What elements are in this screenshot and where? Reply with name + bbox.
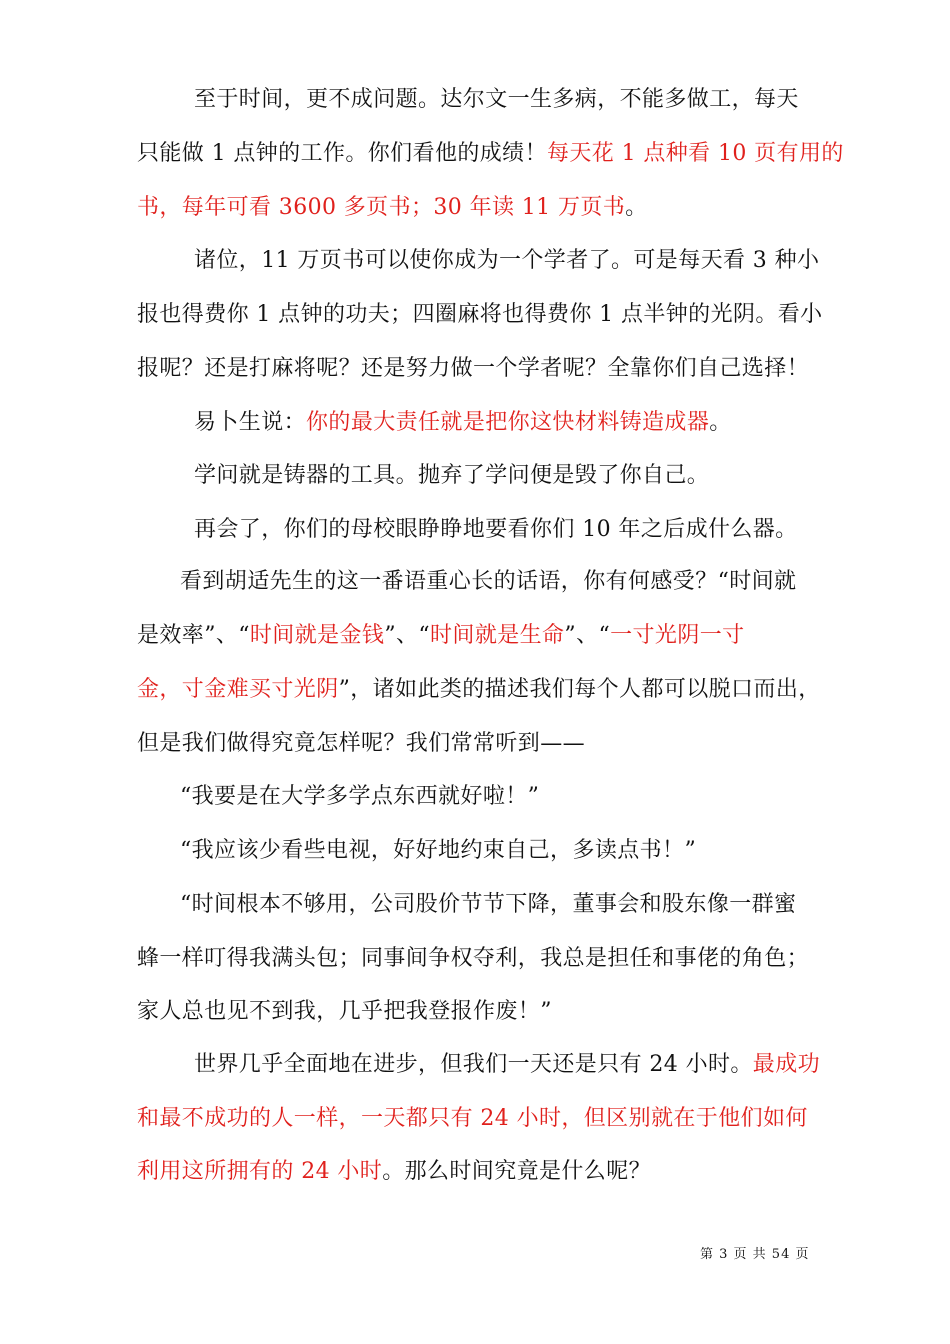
highlighted-text: 书，每年可看 3600 多页书；30 年读 11 万页书 <box>137 195 626 220</box>
text-segment: 诸位，11 万页书可以使你成为一个学者了。可是每天看 3 种小 <box>194 248 820 273</box>
text-segment: 。 <box>709 410 732 435</box>
highlighted-text: 最成功 <box>752 1052 820 1077</box>
text-segment: 。 <box>625 195 648 220</box>
text-segment: ”、“ <box>384 623 431 648</box>
highlighted-text: 和最不成功的人一样，一天都只有 24 小时，但区别就在于他们如何 <box>137 1106 808 1131</box>
text-line <box>137 621 745 651</box>
text-segment: “我要是在大学多学点东西就好啦！” <box>180 784 540 809</box>
highlighted-text: 一寸光阴一寸 <box>610 623 745 648</box>
text-segment: “我应该少看些电视，好好地约束自己，多读点书！” <box>180 838 697 863</box>
text-segment: 报呢？还是打麻将呢？还是努力做一个学者呢？全靠你们自己选择！ <box>137 356 810 381</box>
text-segment: 蜂一样叮得我满头包；同事间争权夺利，我总是担任和事佬的角色； <box>137 946 810 971</box>
text-line <box>137 139 844 169</box>
text-segment: 是效率”、“ <box>137 623 250 648</box>
text-line <box>137 1104 808 1134</box>
text-line <box>137 729 585 759</box>
text-line <box>137 944 809 974</box>
text-segment: 世界几乎全面地在进步，但我们一天还是只有 24 小时。 <box>194 1052 753 1077</box>
text-segment: 看到胡适先生的这一番语重心长的话语，你有何感受？“时间就 <box>180 569 797 594</box>
text-segment: 再会了，你们的母校眼睁睁地要看你们 10 年之后成什么器。 <box>194 517 798 542</box>
text-line <box>194 515 798 545</box>
text-segment: 只能做 1 点钟的工作。你们看他的成绩！ <box>137 141 547 166</box>
text-line <box>137 997 552 1027</box>
text-line <box>137 354 809 384</box>
text-line <box>194 246 819 276</box>
text-line <box>194 85 799 115</box>
text-segment: “时间根本不够用，公司股价节节下降，董事会和股东像一群蜜 <box>180 892 797 917</box>
text-line <box>180 890 796 920</box>
text-segment: 学问就是铸器的工具。抛弃了学问便是毁了你自己。 <box>194 463 710 488</box>
text-line <box>180 567 796 597</box>
text-segment: 。那么时间究竟是什么呢？ <box>382 1159 651 1184</box>
text-line <box>180 782 539 812</box>
text-line <box>137 300 823 330</box>
text-segment: ”、“ <box>564 623 611 648</box>
highlighted-text: 利用这所拥有的 24 小时 <box>137 1159 383 1184</box>
highlighted-text: 金，寸金难买寸光阴 <box>137 677 339 702</box>
highlighted-text: 每天花 1 点种看 10 页有用的 <box>547 141 844 166</box>
highlighted-text: 时间就是生命 <box>430 623 565 648</box>
text-line <box>194 408 732 438</box>
text-segment: 家人总也见不到我，几乎把我登报作废！” <box>137 999 552 1024</box>
text-line <box>180 836 696 866</box>
text-line <box>137 193 648 223</box>
text-line <box>137 675 821 705</box>
highlighted-text: 时间就是金钱 <box>249 623 385 648</box>
text-line <box>194 461 709 491</box>
text-line <box>137 1157 651 1187</box>
text-segment: 但是我们做得究竟怎样呢？我们常常听到—— <box>137 731 586 756</box>
text-segment: 报也得费你 1 点钟的功夫；四圈麻将也得费你 1 点半钟的光阴。看小 <box>137 302 823 327</box>
text-line <box>194 1050 820 1080</box>
text-segment: 至于时间，更不成问题。达尔文一生多病，不能多做工，每天 <box>194 87 799 112</box>
highlighted-text: 你的最大责任就是把你这快材料铸造成器 <box>306 410 710 435</box>
text-segment: 易卜生说： <box>194 410 307 435</box>
page-number-footer: 第 3 页 共 54 页 <box>700 1247 810 1262</box>
text-segment: ”，诸如此类的描述我们每个人都可以脱口而出， <box>338 677 821 702</box>
